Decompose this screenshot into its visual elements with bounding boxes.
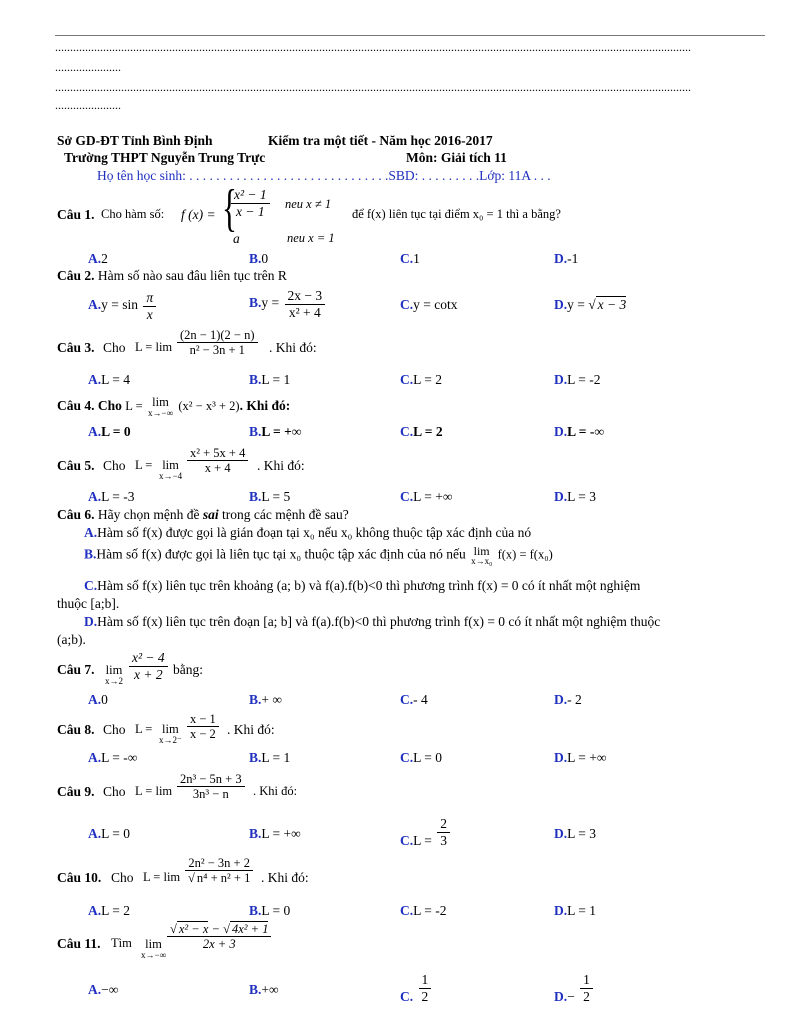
expression: (x² − x³ + 2) bbox=[178, 398, 240, 413]
option-c[interactable]: C. $\frac{1}{2}$ bbox=[400, 972, 433, 1004]
option-c[interactable]: C.L = 2 bbox=[400, 372, 442, 387]
option-b[interactable]: B.y = $\frac{2x - 3}{\text{x² + 4}}$ bbox=[249, 288, 327, 320]
option-c[interactable]: C.L = 2 bbox=[400, 424, 443, 439]
question-label: Câu 3. bbox=[57, 340, 95, 355]
condition: neu x ≠ 1 bbox=[285, 197, 332, 211]
limit: lim x→−∞ bbox=[141, 937, 166, 960]
option-a[interactable]: A.−∞ bbox=[88, 982, 119, 997]
question-label: Câu 5. bbox=[57, 458, 95, 473]
statement-d-cont: (a;b). bbox=[57, 632, 86, 647]
option-c[interactable]: C.1 bbox=[400, 251, 420, 266]
formula-prefix: L = lim bbox=[143, 870, 181, 884]
option-b[interactable]: B.+ ∞ bbox=[249, 692, 283, 707]
option-d[interactable]: D.L = +∞ bbox=[554, 750, 607, 765]
option-a[interactable]: A.0 bbox=[88, 692, 108, 707]
question-tail: bằng: bbox=[173, 662, 203, 677]
formula-prefix: L = bbox=[135, 458, 153, 472]
cho-label: Cho bbox=[103, 340, 126, 355]
formula-prefix: L = bbox=[125, 398, 143, 413]
option-d[interactable]: D.L = 3 bbox=[554, 489, 596, 504]
condition: neu x = 1 bbox=[287, 231, 335, 245]
limit: lim x→−4 bbox=[159, 458, 183, 481]
statement-a[interactable]: A.Hàm số f(x) được gọi là gián đoạn tại x₀ nếu x₀ không thuộc tập xác định của nó bbox=[84, 525, 532, 540]
fraction: $\frac{x - 1}{x - 2}$ bbox=[187, 712, 219, 742]
options-row bbox=[88, 816, 688, 856]
statement-d[interactable]: D.Hàm số f(x) liên tục trên đoạn [a; b] và f(a).f(b)<0 thì phương trình f(x) = 0 có ít nhất một nghiệm thuộc bbox=[84, 614, 661, 629]
statement-c-cont: thuộc [a;b]. bbox=[57, 596, 120, 611]
option-b[interactable]: B.+∞ bbox=[249, 982, 279, 997]
question-tail: . Khi đó: bbox=[269, 340, 317, 355]
fraction: $\frac{\text{x² + 5x + 4}}{x + 4}$ bbox=[187, 446, 248, 476]
department: Sở GD-ĐT Tỉnh Bình Định bbox=[57, 133, 213, 148]
formula-prefix: L = lim bbox=[135, 784, 173, 798]
options-row bbox=[88, 286, 688, 326]
question-label: Câu 10. bbox=[57, 870, 102, 885]
school-name: Trường THPT Nguyễn Trung Trực bbox=[64, 150, 266, 165]
option-c[interactable]: C.L = +∞ bbox=[400, 489, 453, 504]
question-label: Câu 11. bbox=[57, 936, 101, 951]
option-b[interactable]: B.L = +∞ bbox=[249, 826, 301, 841]
formula-prefix: L = lim bbox=[135, 340, 173, 354]
fraction: $\frac{\text{2n³ − 5n + 3}}{\text{3n³ − n}}$ bbox=[177, 772, 245, 802]
question-4 bbox=[57, 396, 290, 418]
function-name: f (x) = bbox=[181, 207, 216, 222]
question-label: Câu 2. bbox=[57, 268, 95, 283]
option-c[interactable]: C.y = cotx bbox=[400, 297, 458, 312]
option-d[interactable]: D.L = -∞ bbox=[554, 424, 604, 439]
fraction: $\frac{\text{2n² − 3n + 2}}{\text{√ n⁴ + n² + 1}}$ bbox=[185, 856, 253, 886]
option-d[interactable]: D.L = 1 bbox=[554, 903, 596, 918]
question-tail: . Khi đó: bbox=[227, 722, 275, 737]
option-b[interactable]: B.L = 1 bbox=[249, 372, 291, 387]
option-b[interactable]: B.L = 0 bbox=[249, 903, 291, 918]
option-a[interactable]: A.L = 2 bbox=[88, 903, 130, 918]
option-b[interactable]: B.0 bbox=[249, 251, 269, 266]
option-d[interactable]: D.− $\frac{1}{2}$ bbox=[554, 972, 595, 1004]
question-text: Hàm số nào sau đâu liên tục trên R bbox=[97, 268, 287, 283]
dotted-line: .................................................................................................................................................................................................................... bbox=[55, 40, 691, 54]
question-2 bbox=[57, 268, 287, 284]
question-tail: . Khi đó: bbox=[261, 870, 309, 885]
cho-label: Cho bbox=[103, 784, 126, 799]
cho-label: Cho bbox=[97, 397, 122, 413]
fraction: $\frac{\text{x² − 4}}{x + 2}$ bbox=[129, 650, 168, 682]
option-d[interactable]: D.L = 3 bbox=[554, 826, 596, 841]
fraction: $\frac{\text{x² − 1}}{x - 1}$ bbox=[231, 187, 270, 219]
question-tail: . Khi đó: bbox=[253, 784, 298, 798]
question-tail: . Khi đó: bbox=[239, 397, 291, 413]
question-6 bbox=[57, 507, 349, 523]
option-b[interactable]: B.L = 5 bbox=[249, 489, 291, 504]
exam-title: Kiểm tra một tiết - Năm học 2016-2017 bbox=[268, 133, 493, 148]
formula-prefix: L = bbox=[135, 722, 153, 736]
option-a[interactable]: A.L = 0 bbox=[88, 826, 130, 841]
dotted-line: ...................... bbox=[55, 98, 121, 112]
statement-b[interactable]: B.Hàm số f(x) được gọi là liên tục tại x₀ thuộc tập xác định của nó nếu lim x→x₀ f(x) = f(x₀) bbox=[84, 544, 553, 566]
option-c[interactable]: C.L = 0 bbox=[400, 750, 442, 765]
question-label: Câu 7. bbox=[57, 662, 95, 677]
option-d[interactable]: D.- 2 bbox=[554, 692, 582, 707]
option-a[interactable]: A.L = -∞ bbox=[88, 750, 138, 765]
limit: lim x→2⁻ bbox=[159, 722, 182, 745]
question-text: Hãy chọn mệnh đề bbox=[97, 507, 200, 522]
limit: lim x→−∞ bbox=[148, 395, 174, 418]
question-text: Tìm bbox=[111, 936, 132, 950]
option-b[interactable]: B.L = +∞ bbox=[249, 424, 302, 439]
emphasis: sai bbox=[202, 507, 219, 522]
dotted-line: ...................... bbox=[55, 60, 121, 74]
statement-c[interactable]: C.Hàm số f(x) liên tục trên khoảng (a; b) và f(a).f(b)<0 thì phương trình f(x) = 0 có ít nhất một nghiệm bbox=[84, 578, 641, 593]
option-a[interactable]: A.2 bbox=[88, 251, 108, 266]
question-text: trong các mệnh đề sau? bbox=[222, 507, 349, 522]
question-label: Câu 1. bbox=[57, 207, 95, 222]
option-a[interactable]: A.L = -3 bbox=[88, 489, 135, 504]
piecewise-brace: { bbox=[221, 180, 237, 237]
cho-label: Cho bbox=[103, 722, 126, 737]
question-label: Câu 8. bbox=[57, 722, 95, 737]
fraction: $\frac{\text{√ x² − x − √ 4x² + 1}}{2x + 3}$ bbox=[167, 922, 271, 952]
question-tail: . Khi đó: bbox=[257, 458, 305, 473]
question-text: Cho hàm số: bbox=[101, 207, 165, 221]
option-c[interactable]: C.L = -2 bbox=[400, 903, 447, 918]
constant-a: a bbox=[233, 231, 240, 246]
fraction: $\frac{(2n - 1)(2 - n)}{\text{n² − 3n + 1}}$ bbox=[177, 328, 258, 358]
subject: Môn: Giải tích 11 bbox=[406, 150, 507, 165]
option-d[interactable]: D.L = -2 bbox=[554, 372, 601, 387]
option-a[interactable]: A.y = sin $\frac{\pi}{x}$ bbox=[88, 290, 158, 322]
dotted-line: .................................................................................................................................................................................................................... bbox=[55, 80, 691, 94]
option-b[interactable]: B.L = 1 bbox=[249, 750, 291, 765]
option-c[interactable]: C.- 4 bbox=[400, 692, 428, 707]
student-info-line: Họ tên học sinh: . . . . . . . . . . . . . . . . . . . . . . . . . . . . . .SBD: . . . . . . . . .Lớp: 11A . . . bbox=[97, 168, 551, 183]
option-d[interactable]: D.y = √ x − 3 bbox=[554, 297, 627, 312]
top-rule bbox=[55, 35, 765, 36]
cho-label: Cho bbox=[103, 458, 126, 473]
option-a[interactable]: A.L = 0 bbox=[88, 424, 131, 439]
option-c[interactable]: C.L = $\frac{2}{3}$ bbox=[400, 816, 452, 848]
cho-label: Cho bbox=[111, 870, 134, 885]
question-label: Câu 4. bbox=[57, 397, 95, 413]
question-tail: để f(x) liên tục tại điểm x₀ = 1 thì a bằng? bbox=[352, 207, 561, 221]
limit: lim x→2 bbox=[105, 663, 123, 686]
option-d[interactable]: D.-1 bbox=[554, 251, 579, 266]
options-row bbox=[88, 972, 688, 1012]
question-label: Câu 6. bbox=[57, 507, 95, 522]
option-a[interactable]: A.L = 4 bbox=[88, 372, 130, 387]
question-label: Câu 9. bbox=[57, 784, 95, 799]
